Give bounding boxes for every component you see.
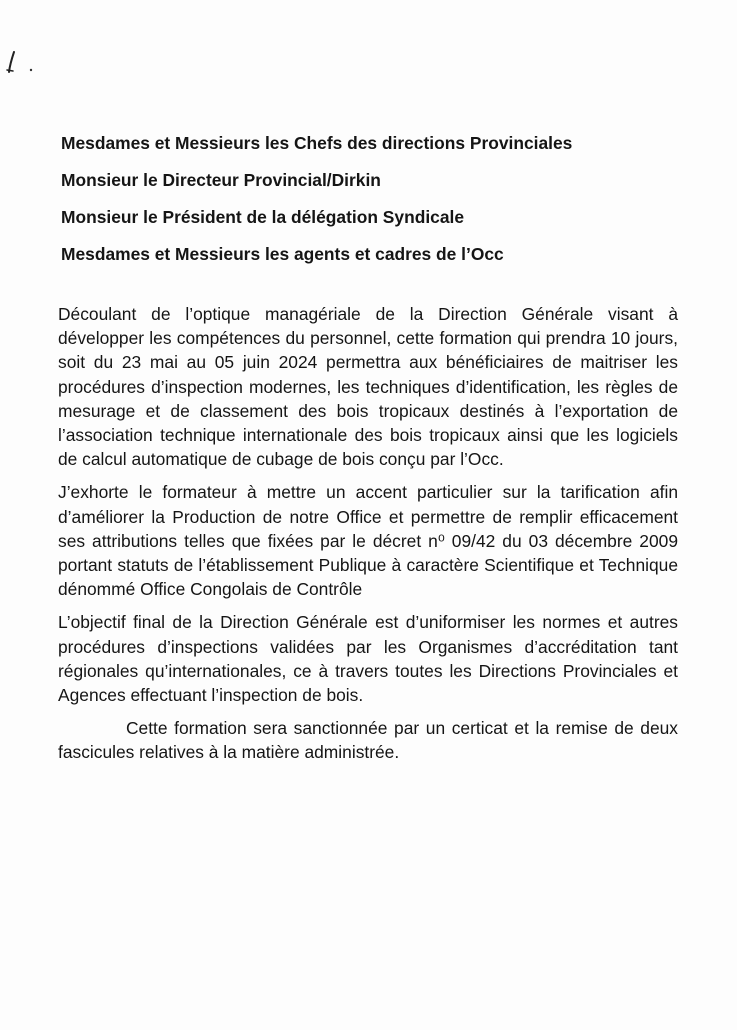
addressee-list bbox=[61, 131, 681, 279]
body-paragraph: L’objectif final de la Direction Générale est d’uniformiser les normes et autres procédures d’inspections validées par les Organismes d’accréditation tant régionales qu’internationales, ce à travers toutes les Directions Provinciales et Agences effectuant l’inspection de bois. bbox=[58, 612, 678, 706]
addressee-line: Monsieur le Directeur Provincial/Dirkin bbox=[61, 170, 381, 190]
body-paragraph: Découlant de l’optique managériale de la Direction Générale visant à développer les compétences du personnel, cette formation qui prendra 10 jours, soit du 23 mai au 05 juin 2024 permettra aux bénéficiaires de maitriser les procédures d’inspection modernes, les techniques d’identification, les règles de mesurage et de classement des bois tropicaux destinés à l’exportation de l’association technique internationale des bois tropicaux ainsi que les logiciels de calcul automatique de cubage de bois conçu par l’Occ. bbox=[58, 304, 678, 470]
addressee-line: Monsieur le Président de la délégation Syndicale bbox=[61, 207, 464, 227]
letter-body bbox=[58, 302, 678, 774]
addressee-line: Mesdames et Messieurs les Chefs des directions Provinciales bbox=[61, 133, 573, 153]
addressee-line: Mesdames et Messieurs les agents et cadres de l’Occ bbox=[61, 244, 504, 264]
pen-mark bbox=[4, 48, 44, 88]
body-paragraph: Cette formation sera sanctionnée par un certicat et la remise de deux fascicules relatives à la matière administrée. bbox=[58, 718, 678, 763]
body-paragraph: J’exhorte le formateur à mettre un accent particulier sur la tarification afin d’améliorer la Production de notre Office et permettre de remplir efficacement ses attributions telles que fixées par le décret n⁰ 09/42 du 03 décembre 2009 portant statuts de l’établissement Publique à caractère Scientifique et Technique dénommé Office Congolais de Contrôle bbox=[58, 482, 678, 600]
